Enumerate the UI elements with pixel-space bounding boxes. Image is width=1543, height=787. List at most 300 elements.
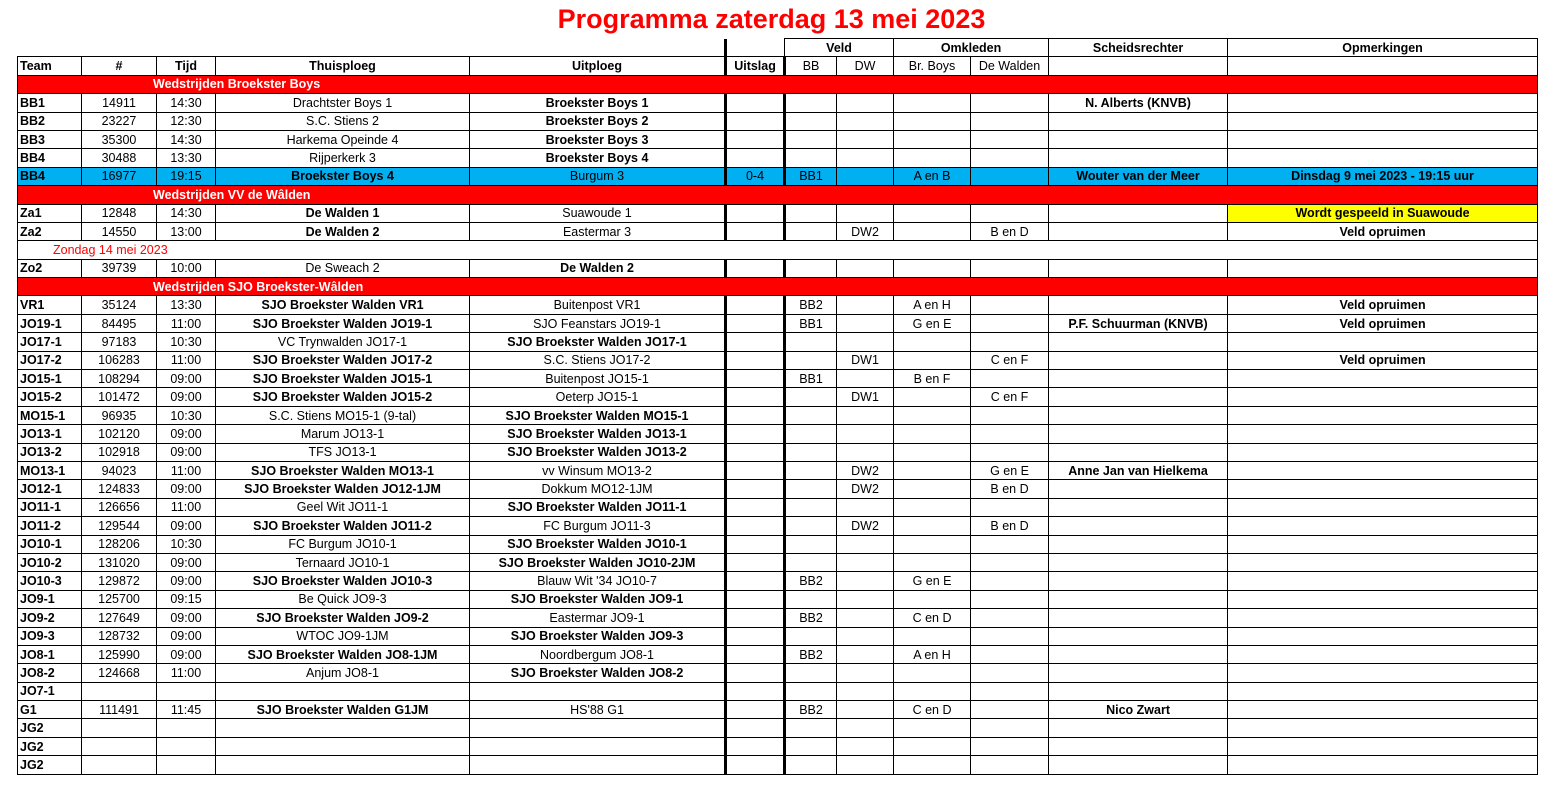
match-number-cell: 128732 (82, 627, 157, 645)
dressing-br-boys-cell (894, 535, 971, 553)
home-team-cell: Marum JO13-1 (216, 425, 470, 443)
match-number-cell: 35124 (82, 296, 157, 314)
dressing-br-boys-cell (894, 664, 971, 682)
match-number-cell: 131020 (82, 553, 157, 571)
match-row (18, 370, 1538, 388)
home-team-cell: Be Quick JO9-3 (216, 590, 470, 608)
team-cell: JO7-1 (18, 682, 82, 700)
time-cell: 09:00 (157, 609, 216, 627)
dressing-walden-cell: B en D (971, 222, 1049, 240)
match-row (18, 167, 1538, 185)
match-number-cell: 129544 (82, 517, 157, 535)
match-row (18, 572, 1538, 590)
header-tijd: Tijd (157, 57, 216, 75)
dressing-walden-cell: B en D (971, 480, 1049, 498)
remarks-cell (1228, 627, 1538, 645)
dressing-walden-cell: G en E (971, 461, 1049, 479)
time-cell: 19:15 (157, 167, 216, 185)
dressing-walden-cell (971, 756, 1049, 774)
remarks-cell (1228, 572, 1538, 590)
result-cell (726, 756, 785, 774)
dressing-br-boys-cell (894, 425, 971, 443)
referee-cell: Nico Zwart (1049, 701, 1228, 719)
remarks-cell: Veld opruimen (1228, 351, 1538, 369)
time-cell: 09:00 (157, 572, 216, 590)
header-scheidsrechter: Scheidsrechter (1049, 39, 1228, 57)
section-title: Zondag 14 mei 2023 (18, 241, 1538, 259)
dressing-br-boys-cell (894, 388, 971, 406)
dressing-br-boys-cell (894, 517, 971, 535)
field-dw-cell (837, 443, 894, 461)
time-cell (157, 737, 216, 755)
field-bb-cell: BB1 (785, 314, 837, 332)
away-team-cell: SJO Broekster Walden JO9-3 (470, 627, 726, 645)
result-cell (726, 388, 785, 406)
home-team-cell (216, 682, 470, 700)
time-cell: 09:00 (157, 627, 216, 645)
field-bb-cell (785, 351, 837, 369)
field-dw-cell (837, 535, 894, 553)
match-row (18, 553, 1538, 571)
result-cell (726, 627, 785, 645)
field-bb-cell: BB1 (785, 370, 837, 388)
match-number-cell (82, 756, 157, 774)
match-number-cell: 14911 (82, 94, 157, 112)
dressing-walden-cell (971, 535, 1049, 553)
away-team-cell: vv Winsum MO13-2 (470, 461, 726, 479)
match-number-cell (82, 719, 157, 737)
dressing-walden-cell (971, 94, 1049, 112)
field-bb-cell (785, 443, 837, 461)
away-team-cell: Dokkum MO12-1JM (470, 480, 726, 498)
remarks-cell (1228, 94, 1538, 112)
match-number-cell: 97183 (82, 333, 157, 351)
team-cell: JO15-2 (18, 388, 82, 406)
match-number-cell: 127649 (82, 609, 157, 627)
field-bb-cell (785, 682, 837, 700)
match-row (18, 130, 1538, 148)
time-cell: 13:30 (157, 149, 216, 167)
home-team-cell: SJO Broekster Walden JO15-1 (216, 370, 470, 388)
result-cell (726, 130, 785, 148)
field-dw-cell (837, 204, 894, 222)
remarks-cell: Veld opruimen (1228, 296, 1538, 314)
remarks-cell (1228, 737, 1538, 755)
time-cell: 13:30 (157, 296, 216, 314)
field-bb-cell (785, 425, 837, 443)
match-row (18, 498, 1538, 516)
remarks-cell (1228, 425, 1538, 443)
home-team-cell: SJO Broekster Walden JO12-1JM (216, 480, 470, 498)
time-cell (157, 719, 216, 737)
referee-cell (1049, 719, 1228, 737)
field-dw-cell (837, 701, 894, 719)
dressing-br-boys-cell (894, 351, 971, 369)
field-dw-cell (837, 498, 894, 516)
match-row (18, 112, 1538, 130)
home-team-cell: SJO Broekster Walden JO10-3 (216, 572, 470, 590)
field-dw-cell (837, 406, 894, 424)
time-cell: 12:30 (157, 112, 216, 130)
field-bb-cell (785, 480, 837, 498)
result-cell: 0-4 (726, 167, 785, 185)
match-row (18, 701, 1538, 719)
field-dw-cell: DW2 (837, 222, 894, 240)
dressing-walden-cell (971, 130, 1049, 148)
dressing-br-boys-cell (894, 627, 971, 645)
away-team-cell: SJO Broekster Walden JO13-2 (470, 443, 726, 461)
field-dw-cell (837, 682, 894, 700)
remarks-cell: Wordt gespeeld in Suawoude (1228, 204, 1538, 222)
home-team-cell: De Walden 1 (216, 204, 470, 222)
field-dw-cell (837, 664, 894, 682)
remarks-cell (1228, 517, 1538, 535)
match-number-cell: 125700 (82, 590, 157, 608)
home-team-cell: De Walden 2 (216, 222, 470, 240)
dressing-br-boys-cell: C en D (894, 609, 971, 627)
team-cell: BB4 (18, 167, 82, 185)
match-number-cell: 129872 (82, 572, 157, 590)
match-row (18, 590, 1538, 608)
remarks-cell (1228, 719, 1538, 737)
time-cell: 09:00 (157, 388, 216, 406)
time-cell: 09:00 (157, 517, 216, 535)
field-bb-cell (785, 590, 837, 608)
dressing-walden-cell (971, 259, 1049, 277)
dressing-walden-cell (971, 719, 1049, 737)
time-cell: 09:00 (157, 645, 216, 663)
dressing-br-boys-cell (894, 259, 971, 277)
referee-cell (1049, 645, 1228, 663)
result-cell (726, 296, 785, 314)
field-bb-cell (785, 149, 837, 167)
time-cell: 09:00 (157, 553, 216, 571)
result-cell (726, 370, 785, 388)
time-cell: 09:00 (157, 443, 216, 461)
field-dw-cell (837, 259, 894, 277)
result-cell (726, 719, 785, 737)
team-cell: JO19-1 (18, 314, 82, 332)
referee-cell (1049, 572, 1228, 590)
referee-cell (1049, 149, 1228, 167)
dressing-br-boys-cell: B en F (894, 370, 971, 388)
field-bb-cell (785, 204, 837, 222)
dressing-br-boys-cell (894, 149, 971, 167)
match-row (18, 222, 1538, 240)
time-cell: 10:30 (157, 535, 216, 553)
home-team-cell: WTOC JO9-1JM (216, 627, 470, 645)
result-cell (726, 701, 785, 719)
referee-cell (1049, 498, 1228, 516)
dressing-br-boys-cell (894, 498, 971, 516)
header-bb: BB (785, 57, 837, 75)
team-cell: JO12-1 (18, 480, 82, 498)
referee-cell (1049, 609, 1228, 627)
dressing-walden-cell (971, 609, 1049, 627)
field-bb-cell (785, 756, 837, 774)
away-team-cell: Blauw Wit '34 JO10-7 (470, 572, 726, 590)
header-scheids-empty (1049, 57, 1228, 75)
referee-cell (1049, 737, 1228, 755)
home-team-cell: SJO Broekster Walden G1JM (216, 701, 470, 719)
match-number-cell: 106283 (82, 351, 157, 369)
remarks-cell (1228, 664, 1538, 682)
result-cell (726, 351, 785, 369)
result-cell (726, 535, 785, 553)
referee-cell (1049, 535, 1228, 553)
referee-cell: Wouter van der Meer (1049, 167, 1228, 185)
team-cell: JO13-1 (18, 425, 82, 443)
field-dw-cell (837, 572, 894, 590)
result-cell (726, 443, 785, 461)
remarks-cell (1228, 701, 1538, 719)
home-team-cell: SJO Broekster Walden JO9-2 (216, 609, 470, 627)
match-number-cell: 124833 (82, 480, 157, 498)
away-team-cell: Buitenpost JO15-1 (470, 370, 726, 388)
result-cell (726, 461, 785, 479)
header-opm-empty (1228, 57, 1538, 75)
field-bb-cell (785, 498, 837, 516)
team-cell: JO10-1 (18, 535, 82, 553)
dressing-br-boys-cell (894, 130, 971, 148)
match-row (18, 149, 1538, 167)
dressing-br-boys-cell: G en E (894, 314, 971, 332)
field-bb-cell (785, 94, 837, 112)
result-cell (726, 425, 785, 443)
team-cell: G1 (18, 701, 82, 719)
match-row (18, 664, 1538, 682)
section-header-sjo (18, 278, 1538, 296)
result-cell (726, 682, 785, 700)
home-team-cell: VC Trynwalden JO17-1 (216, 333, 470, 351)
field-dw-cell: DW1 (837, 351, 894, 369)
match-number-cell: 23227 (82, 112, 157, 130)
dressing-br-boys-cell (894, 222, 971, 240)
time-cell: 11:00 (157, 461, 216, 479)
remarks-cell (1228, 756, 1538, 774)
field-bb-cell (785, 553, 837, 571)
section-header-zondag (18, 241, 1538, 259)
away-team-cell: FC Burgum JO11-3 (470, 517, 726, 535)
away-team-cell: SJO Broekster Walden JO17-1 (470, 333, 726, 351)
referee-cell (1049, 370, 1228, 388)
header-uitploeg: Uitploeg (470, 57, 726, 75)
dressing-walden-cell (971, 664, 1049, 682)
time-cell: 11:45 (157, 701, 216, 719)
home-team-cell: Drachtster Boys 1 (216, 94, 470, 112)
away-team-cell: SJO Feanstars JO19-1 (470, 314, 726, 332)
field-dw-cell (837, 553, 894, 571)
remarks-cell (1228, 406, 1538, 424)
field-bb-cell (785, 406, 837, 424)
result-cell (726, 204, 785, 222)
dressing-br-boys-cell: C en D (894, 701, 971, 719)
team-cell: JO9-1 (18, 590, 82, 608)
time-cell: 09:00 (157, 425, 216, 443)
field-dw-cell: DW2 (837, 461, 894, 479)
team-cell: JO9-3 (18, 627, 82, 645)
result-cell (726, 314, 785, 332)
team-cell: JO17-2 (18, 351, 82, 369)
dressing-br-boys-cell (894, 590, 971, 608)
header-row (18, 57, 1538, 75)
match-number-cell: 35300 (82, 130, 157, 148)
result-cell (726, 737, 785, 755)
match-row (18, 259, 1538, 277)
away-team-cell: S.C. Stiens JO17-2 (470, 351, 726, 369)
header-group-row (18, 39, 1538, 57)
field-bb-cell: BB2 (785, 572, 837, 590)
team-cell: Zo2 (18, 259, 82, 277)
field-dw-cell (837, 609, 894, 627)
dressing-br-boys-cell (894, 756, 971, 774)
home-team-cell: SJO Broekster Walden JO15-2 (216, 388, 470, 406)
away-team-cell: Eastermar JO9-1 (470, 609, 726, 627)
header-dw: DW (837, 57, 894, 75)
dressing-br-boys-cell (894, 204, 971, 222)
team-cell: JO17-1 (18, 333, 82, 351)
dressing-walden-cell (971, 296, 1049, 314)
match-number-cell: 96935 (82, 406, 157, 424)
match-row (18, 480, 1538, 498)
home-team-cell: SJO Broekster Walden JO19-1 (216, 314, 470, 332)
referee-cell (1049, 296, 1228, 314)
match-row (18, 425, 1538, 443)
home-team-cell: Ternaard JO10-1 (216, 553, 470, 571)
referee-cell (1049, 222, 1228, 240)
away-team-cell: SJO Broekster Walden JO8-2 (470, 664, 726, 682)
field-dw-cell (837, 737, 894, 755)
team-cell: JO8-2 (18, 664, 82, 682)
team-cell: JO10-3 (18, 572, 82, 590)
match-number-cell: 102120 (82, 425, 157, 443)
home-team-cell: FC Burgum JO10-1 (216, 535, 470, 553)
match-number-cell: 125990 (82, 645, 157, 663)
field-dw-cell (837, 627, 894, 645)
dressing-br-boys-cell (894, 737, 971, 755)
match-number-cell: 111491 (82, 701, 157, 719)
referee-cell (1049, 388, 1228, 406)
result-cell (726, 609, 785, 627)
dressing-br-boys-cell: G en E (894, 572, 971, 590)
dressing-br-boys-cell (894, 443, 971, 461)
result-cell (726, 498, 785, 516)
referee-cell: N. Alberts (KNVB) (1049, 94, 1228, 112)
away-team-cell (470, 719, 726, 737)
home-team-cell (216, 737, 470, 755)
result-cell (726, 517, 785, 535)
time-cell (157, 756, 216, 774)
field-bb-cell (785, 388, 837, 406)
header-opmerkingen: Opmerkingen (1228, 39, 1538, 57)
team-cell: JO11-2 (18, 517, 82, 535)
away-team-cell: Burgum 3 (470, 167, 726, 185)
remarks-cell (1228, 149, 1538, 167)
team-cell: JO10-2 (18, 553, 82, 571)
away-team-cell: SJO Broekster Walden JO10-2JM (470, 553, 726, 571)
header-de-walden: De Walden (971, 57, 1049, 75)
dressing-walden-cell (971, 333, 1049, 351)
home-team-cell: Harkema Opeinde 4 (216, 130, 470, 148)
match-row (18, 314, 1538, 332)
header-veld: Veld (785, 39, 894, 57)
team-cell: BB2 (18, 112, 82, 130)
match-number-cell: 16977 (82, 167, 157, 185)
remarks-cell (1228, 130, 1538, 148)
field-dw-cell: DW1 (837, 388, 894, 406)
time-cell: 14:30 (157, 94, 216, 112)
field-bb-cell (785, 259, 837, 277)
result-cell (726, 333, 785, 351)
team-cell: BB4 (18, 149, 82, 167)
team-cell: JG2 (18, 737, 82, 755)
dressing-walden-cell: C en F (971, 351, 1049, 369)
remarks-cell (1228, 370, 1538, 388)
time-cell: 14:30 (157, 204, 216, 222)
field-dw-cell: DW2 (837, 517, 894, 535)
team-cell: JG2 (18, 719, 82, 737)
home-team-cell: Rijperkerk 3 (216, 149, 470, 167)
remarks-cell (1228, 259, 1538, 277)
field-bb-cell (785, 461, 837, 479)
dressing-walden-cell (971, 443, 1049, 461)
remarks-cell (1228, 553, 1538, 571)
team-cell: BB1 (18, 94, 82, 112)
time-cell: 10:00 (157, 259, 216, 277)
referee-cell (1049, 627, 1228, 645)
time-cell: 11:00 (157, 664, 216, 682)
remarks-cell (1228, 461, 1538, 479)
remarks-cell (1228, 590, 1538, 608)
time-cell (157, 682, 216, 700)
header-br-boys: Br. Boys (894, 57, 971, 75)
section-title: Wedstrijden VV de Wâlden (18, 186, 1538, 204)
result-cell (726, 94, 785, 112)
referee-cell (1049, 480, 1228, 498)
home-team-cell (216, 756, 470, 774)
referee-cell (1049, 553, 1228, 571)
team-cell: JO9-2 (18, 609, 82, 627)
header-uitslag: Uitslag (726, 57, 785, 75)
dressing-walden-cell (971, 627, 1049, 645)
result-cell (726, 259, 785, 277)
field-dw-cell (837, 314, 894, 332)
dressing-walden-cell (971, 370, 1049, 388)
field-dw-cell (837, 756, 894, 774)
referee-cell (1049, 443, 1228, 461)
dressing-br-boys-cell (894, 719, 971, 737)
referee-cell (1049, 425, 1228, 443)
dressing-br-boys-cell (894, 682, 971, 700)
result-cell (726, 645, 785, 663)
dressing-walden-cell (971, 737, 1049, 755)
remarks-cell: Dinsdag 9 mei 2023 - 19:15 uur (1228, 167, 1538, 185)
dressing-br-boys-cell (894, 94, 971, 112)
time-cell: 13:00 (157, 222, 216, 240)
team-cell: MO13-1 (18, 461, 82, 479)
match-row (18, 296, 1538, 314)
field-bb-cell: BB1 (785, 167, 837, 185)
remarks-cell (1228, 333, 1538, 351)
dressing-walden-cell: C en F (971, 388, 1049, 406)
match-row (18, 461, 1538, 479)
field-dw-cell: DW2 (837, 480, 894, 498)
time-cell: 09:00 (157, 480, 216, 498)
dressing-br-boys-cell (894, 112, 971, 130)
referee-cell (1049, 664, 1228, 682)
team-cell: VR1 (18, 296, 82, 314)
match-number-cell: 94023 (82, 461, 157, 479)
